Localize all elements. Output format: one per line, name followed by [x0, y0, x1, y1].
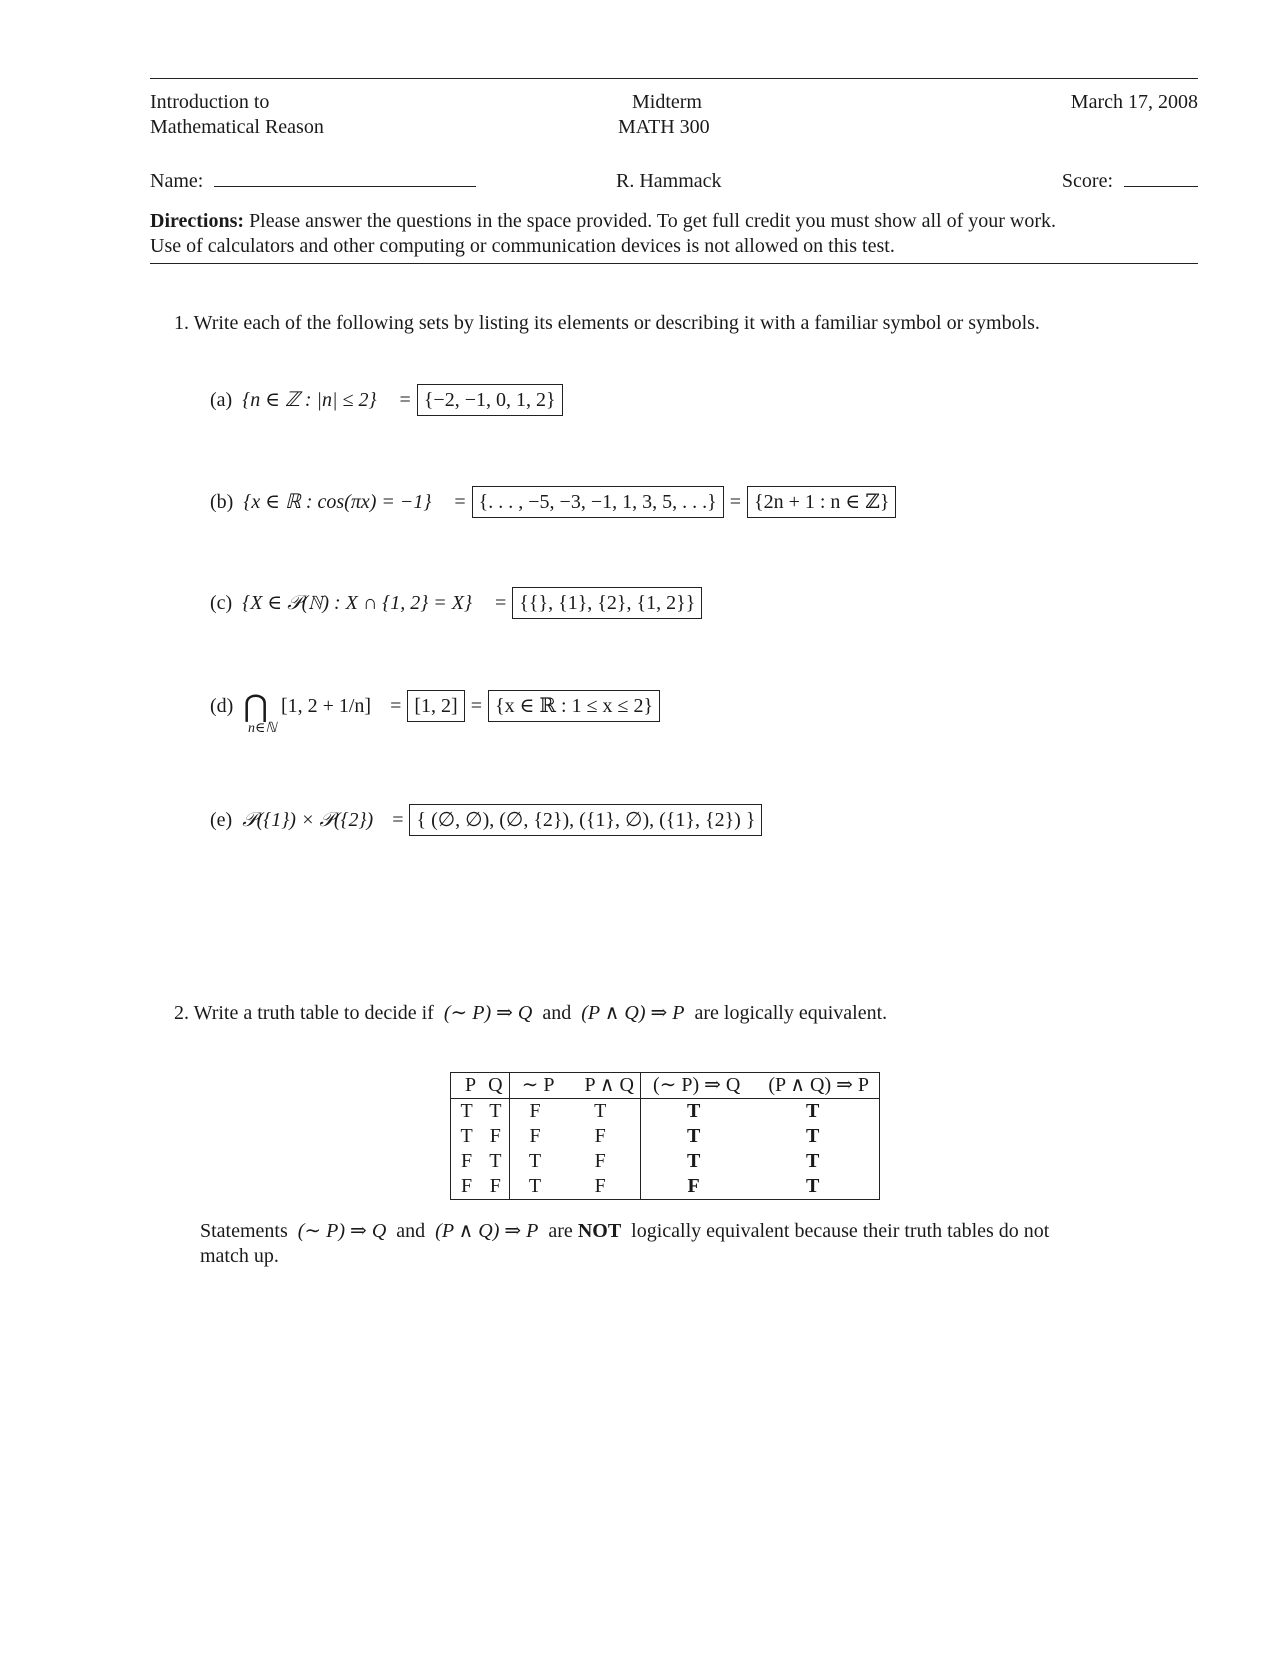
header-stmt1: (∼ P) ⇒ Q [640, 1073, 746, 1099]
q1-part-b: (b) {x ∈ ℝ : cos(πx) = −1} = {. . . , −5, −3, −1, 1, 3, 5, . . .} = {2n + 1 : n ∈ ℤ} [210, 486, 896, 518]
exam-course: MATH 300 [618, 116, 710, 138]
header-bottom-rule [150, 263, 1198, 264]
part-b-label: (b) [210, 491, 234, 513]
q2-statement-2: (P ∧ Q) ⇒ P [581, 1002, 685, 1024]
part-e-set: 𝒫({1}) × 𝒫({2}) [242, 809, 374, 831]
intersection-subscript: n∈ℕ [248, 721, 277, 736]
q1-part-d: (d) ⋂ n∈ℕ [1, 2 + 1/n] = [1, 2] = {x ∈ ℝ : 1 ≤ x ≤ 2} [210, 690, 660, 722]
table-row: F T T F T T [461, 1150, 820, 1172]
score-field [1062, 168, 1198, 194]
name-label: Name: [150, 170, 204, 192]
q2-statement-1: (∼ P) ⇒ Q [443, 1002, 533, 1024]
part-b-answer-list: {. . . , −5, −3, −1, 1, 3, 5, . . .} [472, 486, 724, 518]
directions-line1: Directions: Please answer the questions in the space provided. To get full credit you must show all of your work. [150, 210, 1057, 232]
q2-conclusion-line2: match up. [200, 1245, 279, 1267]
header-stmt2: (P ∧ Q) ⇒ P [746, 1073, 879, 1099]
q1-prompt: 1. Write each of the following sets by listing its elements or describing it with a familiar symbol or symbols. [174, 312, 1040, 334]
not-emphasis: NOT [577, 1220, 622, 1242]
q1-part-c: (c) {X ∈ 𝒫(ℕ) : X ∩ {1, 2} = X} = {{}, {1}, {2}, {1, 2}} [210, 587, 702, 619]
table-row: F F T F F T [451, 1174, 880, 1200]
part-c-set: {X ∈ 𝒫(ℕ) : X ∩ {1, 2} = X} [242, 592, 473, 614]
part-b-set: {x ∈ ℝ : cos(πx) = −1} [243, 491, 432, 513]
name-blank [214, 170, 476, 187]
score-blank [1124, 170, 1198, 187]
instructor-name: R. Hammack [616, 170, 722, 192]
part-d-set: [1, 2 + 1/n] [280, 695, 372, 717]
part-c-label: (c) [210, 592, 233, 614]
big-intersection-symbol: ⋂ [243, 690, 268, 723]
truth-table-header [451, 1073, 880, 1099]
exam-title: Midterm [632, 91, 702, 113]
q1-part-a: (a) {n ∈ ℤ : |n| ≤ 2} = {−2, −1, 0, 1, 2} [210, 384, 563, 416]
name-field [150, 168, 476, 194]
directions-label: Directions: [150, 210, 245, 232]
header-not-p: ∼ P [509, 1073, 560, 1099]
course-line1: Introduction to [150, 91, 270, 113]
truth-table [450, 1072, 880, 1200]
part-a-answer: {−2, −1, 0, 1, 2} [417, 384, 563, 416]
q2-prompt: 2. Write a truth table to decide if (∼ P) ⇒ Q and (P ∧ Q) ⇒ P are logically equivalent. [174, 1002, 888, 1024]
part-a-label: (a) [210, 389, 233, 411]
top-rule [150, 78, 1198, 79]
part-e-answer: { (∅, ∅), (∅, {2}), ({1}, ∅), ({1}, {2}) } [409, 804, 762, 836]
header-p-and-q: P ∧ Q [560, 1073, 640, 1099]
part-d-answer-interval: [1, 2] [407, 690, 464, 722]
course-line2: Mathematical Reason [150, 116, 324, 138]
part-d-label: (d) [210, 695, 234, 717]
q2-conclusion-line1: Statements (∼ P) ⇒ Q and (P ∧ Q) ⇒ P are NOT logically equivalent because their truth tables do not [200, 1220, 1050, 1242]
score-label: Score: [1061, 170, 1113, 192]
header-p: P [451, 1073, 483, 1099]
q1-part-e: (e) 𝒫({1}) × 𝒫({2}) = { (∅, ∅), (∅, {2}), ({1}, ∅), ({1}, {2}) } [210, 804, 762, 836]
part-e-label: (e) [210, 809, 233, 831]
part-a-set: {n ∈ ℤ : |n| ≤ 2} [242, 389, 377, 411]
table-row: T F F F T T [460, 1125, 820, 1147]
table-row: T T F T T T [460, 1100, 820, 1122]
part-d-answer-set: {x ∈ ℝ : 1 ≤ x ≤ 2} [488, 690, 660, 722]
directions-line2: Use of calculators and other computing or communication devices is not allowed on this test. [150, 235, 895, 257]
part-c-answer: {{}, {1}, {2}, {1, 2}} [512, 587, 702, 619]
part-b-answer-form: {2n + 1 : n ∈ ℤ} [747, 486, 896, 518]
header-q: Q [482, 1073, 509, 1099]
exam-date: March 17, 2008 [1070, 91, 1198, 113]
